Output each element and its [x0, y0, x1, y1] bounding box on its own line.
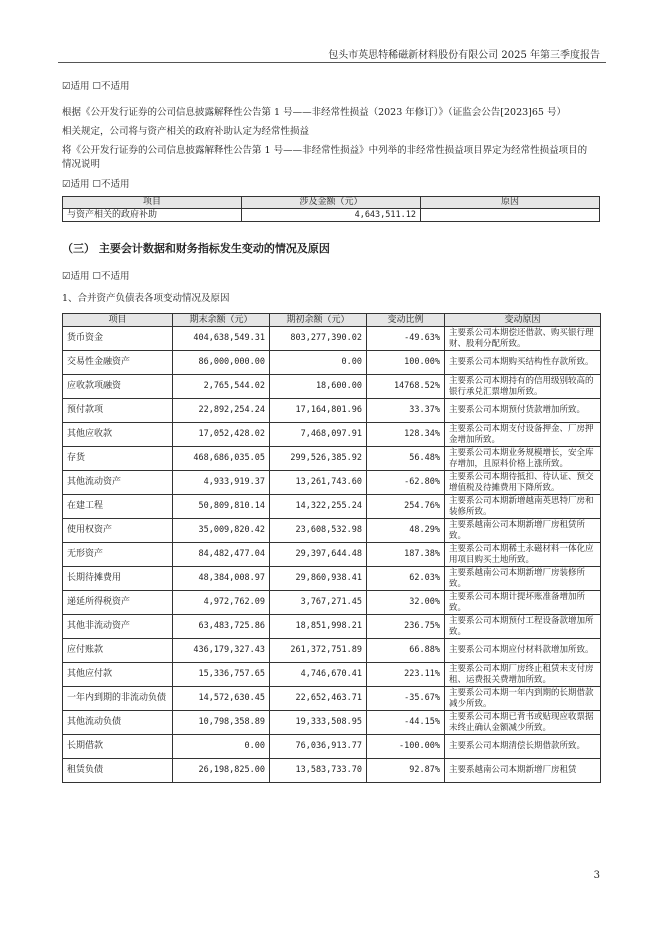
reason-cell: 主要系公司本期支付设备押金、厂房押金增加所致。 — [445, 423, 601, 447]
closing-balance-cell: 17,052,428.02 — [173, 423, 270, 447]
opening-balance-cell: 29,397,644.48 — [270, 543, 367, 567]
table-row — [63, 375, 601, 399]
change-ratio-cell: 32.00% — [367, 591, 445, 615]
reason-cell: 主要系公司本期预付货款增加所致。 — [445, 399, 601, 423]
closing-balance-cell: 15,336,757.65 — [173, 663, 270, 687]
table-row — [63, 711, 601, 735]
table-row — [63, 591, 601, 615]
reason-cell: 主要系公司本期购买结构性存款所致。 — [445, 351, 601, 375]
table-row — [63, 351, 601, 375]
change-ratio-cell: -35.67% — [367, 687, 445, 711]
closing-balance-cell: 22,892,254.24 — [173, 399, 270, 423]
paragraph-1: 根据《公开发行证券的公司信息披露解释性公告第 1 号——非经常性损益（2023 年修订）》（证监会公告[2023]65 号） — [62, 107, 566, 118]
closing-balance-cell: 35,009,820.42 — [173, 519, 270, 543]
change-ratio-cell: 56.48% — [367, 447, 445, 471]
table-row — [63, 759, 601, 783]
opening-balance-cell: 14,322,255.24 — [270, 495, 367, 519]
item-cell: 货币资金 — [63, 327, 173, 351]
page-number: 3 — [593, 870, 600, 881]
paragraph-3: 将《公开发行证券的公司信息披露解释性公告第 1 号——非经常性损益》中列举的非经常性损益项目界定为经常性损益项目的情况说明 — [62, 145, 588, 170]
column-header: 变动比例 — [367, 314, 445, 327]
reason-cell: 主要系公司本期已背书或贴现应收票据未终止确认金额减少所致。 — [445, 711, 601, 735]
page-header: 包头市英思特稀磁新材料股份有限公司 2025 年第三季度报告 — [328, 50, 600, 61]
reason-cell: 主要系越南公司本期新增厂房装修所致。 — [445, 567, 601, 591]
change-ratio-cell: 187.38% — [367, 543, 445, 567]
closing-balance-cell: 63,483,725.86 — [173, 615, 270, 639]
item-cell: 其他流动负债 — [63, 711, 173, 735]
table-row — [63, 495, 601, 519]
closing-balance-cell: 4,972,762.09 — [173, 591, 270, 615]
table-row — [63, 687, 601, 711]
opening-balance-cell: 261,372,751.89 — [270, 639, 367, 663]
column-header: 变动原因 — [445, 314, 601, 327]
reason-cell: 主要系公司本期应付材料款增加所致。 — [445, 639, 601, 663]
table-row — [63, 639, 601, 663]
subtable-cell: 与资产相关的政府补助 — [63, 209, 242, 222]
header-divider — [58, 62, 606, 63]
opening-balance-cell: 3,767,271.45 — [270, 591, 367, 615]
closing-balance-cell: 436,179,327.43 — [173, 639, 270, 663]
applicable-checkbox-1: ☑适用 ☐不适用 — [62, 81, 130, 92]
closing-balance-cell: 10,798,358.89 — [173, 711, 270, 735]
item-cell: 使用权资产 — [63, 519, 173, 543]
change-ratio-cell: -62.80% — [367, 471, 445, 495]
subtable-cell: 4,643,511.12 — [242, 209, 421, 222]
change-ratio-cell: -44.15% — [367, 711, 445, 735]
change-ratio-cell: -49.63% — [367, 327, 445, 351]
reason-cell: 主要系越南公司本期新增厂房租赁所致。 — [445, 519, 601, 543]
table-row — [63, 567, 601, 591]
change-ratio-cell: 92.87% — [367, 759, 445, 783]
subtable-header: 涉及金额（元） — [242, 197, 421, 209]
closing-balance-cell: 84,482,477.04 — [173, 543, 270, 567]
column-header: 项目 — [63, 314, 173, 327]
closing-balance-cell: 14,572,630.45 — [173, 687, 270, 711]
section-title: （三） 主要会计数据和财务指标发生变动的情况及原因 — [62, 242, 330, 255]
table-row — [63, 543, 601, 567]
opening-balance-cell: 17,164,801.96 — [270, 399, 367, 423]
column-header: 期末余额（元） — [173, 314, 270, 327]
reason-cell: 主要系公司本期预付工程设备款增加所致。 — [445, 615, 601, 639]
item-cell: 应收款项融资 — [63, 375, 173, 399]
change-ratio-cell: 62.03% — [367, 567, 445, 591]
paragraph-2: 相关规定，公司将与资产相关的政府补助认定为经常性损益 — [62, 126, 310, 137]
applicable-checkbox-3: ☑适用 ☐不适用 — [62, 271, 130, 282]
recurring-gain-table — [62, 196, 600, 222]
opening-balance-cell: 22,652,463.71 — [270, 687, 367, 711]
opening-balance-cell: 0.00 — [270, 351, 367, 375]
item-cell: 一年内到期的非流动负债 — [63, 687, 173, 711]
table-row — [63, 519, 601, 543]
opening-balance-cell: 7,468,097.91 — [270, 423, 367, 447]
change-ratio-cell: -100.00% — [367, 735, 445, 759]
closing-balance-cell: 4,933,919.37 — [173, 471, 270, 495]
table-row — [63, 209, 600, 222]
opening-balance-cell: 13,261,743.60 — [270, 471, 367, 495]
reason-cell: 主要系公司本期一年内到期的长期借款减少所致。 — [445, 687, 601, 711]
reason-cell: 主要系公司本期厂房终止租赁未支付房租、运费报关费增加所致。 — [445, 663, 601, 687]
item-cell: 长期借款 — [63, 735, 173, 759]
table-row — [63, 615, 601, 639]
opening-balance-cell: 29,860,938.41 — [270, 567, 367, 591]
reason-cell: 主要系公司本期稀土永磁材料一体化应用项目购买土地所致。 — [445, 543, 601, 567]
item-cell: 应付账款 — [63, 639, 173, 663]
change-ratio-cell: 236.75% — [367, 615, 445, 639]
reason-cell: 主要系公司本期清偿长期借款所致。 — [445, 735, 601, 759]
column-header: 期初余额（元） — [270, 314, 367, 327]
change-ratio-cell: 223.11% — [367, 663, 445, 687]
change-ratio-cell: 128.34% — [367, 423, 445, 447]
closing-balance-cell: 2,765,544.02 — [173, 375, 270, 399]
closing-balance-cell: 468,686,035.05 — [173, 447, 270, 471]
closing-balance-cell: 0.00 — [173, 735, 270, 759]
table-row — [63, 735, 601, 759]
table-row — [63, 447, 601, 471]
reason-cell: 主要系公司本期待抵扣、待认证、预交增值税及待摊费用下降所致。 — [445, 471, 601, 495]
change-ratio-cell: 48.29% — [367, 519, 445, 543]
closing-balance-cell: 26,198,825.00 — [173, 759, 270, 783]
item-cell: 租赁负债 — [63, 759, 173, 783]
change-ratio-cell: 33.37% — [367, 399, 445, 423]
opening-balance-cell: 13,583,733.70 — [270, 759, 367, 783]
reason-cell: 主要系越南公司本期新增厂房租赁 — [445, 759, 601, 783]
closing-balance-cell: 50,809,810.14 — [173, 495, 270, 519]
item-cell: 其他应付款 — [63, 663, 173, 687]
table-header-row — [63, 314, 601, 327]
item-cell: 无形资产 — [63, 543, 173, 567]
change-ratio-cell: 14768.52% — [367, 375, 445, 399]
item-cell: 递延所得税资产 — [63, 591, 173, 615]
opening-balance-cell: 803,277,390.02 — [270, 327, 367, 351]
table-row — [63, 399, 601, 423]
item-cell: 存货 — [63, 447, 173, 471]
table-row — [63, 663, 601, 687]
item-cell: 其他非流动资产 — [63, 615, 173, 639]
reason-cell: 主要系公司本期持有的信用级别较高的银行承兑汇票增加所致。 — [445, 375, 601, 399]
opening-balance-cell: 18,851,998.21 — [270, 615, 367, 639]
item-cell: 其他应收款 — [63, 423, 173, 447]
closing-balance-cell: 86,000,000.00 — [173, 351, 270, 375]
table-row — [63, 327, 601, 351]
item-cell: 其他流动资产 — [63, 471, 173, 495]
reason-cell: 主要系公司本期新增越南英思特厂房和装修所致。 — [445, 495, 601, 519]
opening-balance-cell: 23,608,532.98 — [270, 519, 367, 543]
opening-balance-cell: 76,036,913.77 — [270, 735, 367, 759]
opening-balance-cell: 19,333,508.95 — [270, 711, 367, 735]
subtable-header: 原因 — [421, 197, 600, 209]
item-cell: 交易性金融资产 — [63, 351, 173, 375]
sub-heading: 1、合并资产负债表各项变动情况及原因 — [62, 293, 230, 304]
subtable-cell — [421, 209, 600, 222]
closing-balance-cell: 48,384,008.97 — [173, 567, 270, 591]
reason-cell: 主要系公司本期偿还借款、购买银行理财、股利分配所致。 — [445, 327, 601, 351]
item-cell: 在建工程 — [63, 495, 173, 519]
reason-cell: 主要系公司本期计提坏账准备增加所致。 — [445, 591, 601, 615]
table-row — [63, 423, 601, 447]
opening-balance-cell: 4,746,670.41 — [270, 663, 367, 687]
reason-cell: 主要系公司本期业务规模增长，安全库存增加，且原料价格上涨所致。 — [445, 447, 601, 471]
opening-balance-cell: 299,526,385.92 — [270, 447, 367, 471]
change-ratio-cell: 100.00% — [367, 351, 445, 375]
applicable-checkbox-2: ☑适用 ☐不适用 — [62, 179, 130, 190]
closing-balance-cell: 404,638,549.31 — [173, 327, 270, 351]
table-row — [63, 471, 601, 495]
item-cell: 长期待摊费用 — [63, 567, 173, 591]
opening-balance-cell: 18,600.00 — [270, 375, 367, 399]
item-cell: 预付款项 — [63, 399, 173, 423]
change-ratio-cell: 254.76% — [367, 495, 445, 519]
subtable-header: 项目 — [63, 197, 242, 209]
change-ratio-cell: 66.88% — [367, 639, 445, 663]
balance-sheet-changes-table — [62, 313, 601, 783]
